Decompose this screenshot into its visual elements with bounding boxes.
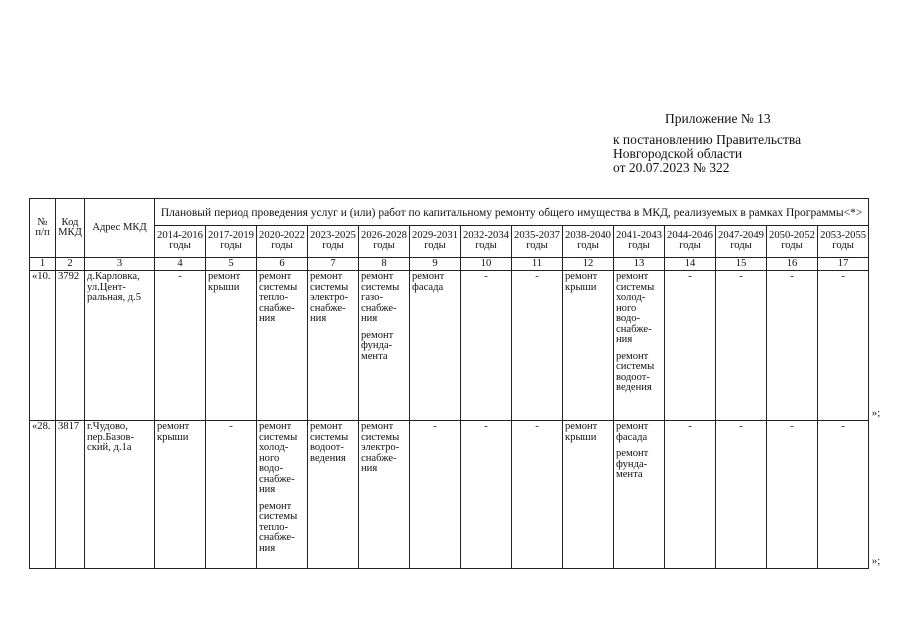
work-cell — [614, 421, 665, 569]
header-period-2: 2017-2019 годы — [206, 225, 257, 257]
work-cell — [665, 271, 716, 421]
header-period-title: Плановый период проведения услуг и (или) работ по капитальному ремонту общего имущества в МКД, реализуемых в рамках Программы<*> — [155, 199, 869, 226]
work-item: - — [688, 421, 692, 432]
header-period-7: 2032-2034 годы — [461, 225, 512, 257]
header-period-14: 2053-2055 годы — [818, 225, 869, 257]
column-number-7: 7 — [308, 258, 359, 271]
work-item: ремонт крыши — [565, 421, 598, 443]
appendix-title: Приложение № 13 — [665, 111, 771, 126]
work-cell — [308, 421, 359, 569]
work-item: ремонт системы газо-снабже-ния — [361, 271, 400, 324]
work-item: ремонт фунда-мента — [616, 448, 649, 480]
header-period-9: 2038-2040 годы — [563, 225, 614, 257]
work-cell — [206, 271, 257, 421]
work-item: ремонт крыши — [208, 271, 241, 293]
work-cell — [206, 421, 257, 569]
column-number-10: 10 — [461, 258, 512, 271]
work-item: - — [535, 271, 539, 282]
column-number-13: 13 — [614, 258, 665, 271]
appendix-block — [613, 112, 873, 175]
work-item: - — [841, 271, 845, 282]
column-number-14: 14 — [665, 258, 716, 271]
column-number-5: 5 — [206, 258, 257, 271]
work-cell — [818, 271, 869, 421]
work-cell — [563, 421, 614, 569]
work-cell — [155, 421, 206, 569]
work-cell — [461, 421, 512, 569]
column-number-4: 4 — [155, 258, 206, 271]
header-period-10: 2041-2043 годы — [614, 225, 665, 257]
work-cell — [257, 421, 308, 569]
header-period-13: 2050-2052 годы — [767, 225, 818, 257]
work-item: ремонт фунда-мента — [361, 329, 394, 362]
work-cell — [716, 271, 767, 421]
work-item: - — [229, 421, 233, 432]
appendix-line-1: к постановлению Правительства — [613, 132, 802, 147]
work-cell — [155, 271, 206, 421]
work-item: - — [841, 421, 845, 432]
work-cell — [512, 271, 563, 421]
row-address: г.Чудово, пер.Базов-ский, д.1а — [85, 421, 155, 569]
row-num: «10. — [30, 271, 56, 421]
period-header-row — [30, 225, 869, 257]
column-numbers-row — [30, 258, 869, 271]
work-cell — [308, 271, 359, 421]
work-cell — [512, 421, 563, 569]
work-cell — [614, 271, 665, 421]
row-code: 3792 — [56, 271, 85, 421]
work-cell — [257, 271, 308, 421]
work-item: ремонт системы электро-снабже-ния — [310, 271, 349, 324]
column-number-2: 2 — [56, 258, 85, 271]
work-item: ремонт фасада — [412, 271, 445, 293]
header-num: № п/п — [30, 199, 56, 258]
header-code: Код МКД — [56, 199, 85, 258]
work-item: ремонт системы тепло-снабже-ния — [259, 271, 298, 324]
header-period-4: 2023-2025 годы — [308, 225, 359, 257]
work-item: - — [688, 271, 692, 282]
header-period-5: 2026-2028 годы — [359, 225, 410, 257]
work-item: - — [739, 421, 743, 432]
appendix-line-3: от 20.07.2023 № 322 — [613, 160, 730, 175]
header-period-3: 2020-2022 годы — [257, 225, 308, 257]
work-item: - — [484, 271, 488, 282]
work-item: - — [484, 421, 488, 432]
work-cell — [359, 271, 410, 421]
work-item: ремонт системы водоот-ведения — [616, 350, 655, 393]
header-address: Адрес МКД — [85, 199, 155, 258]
appendix-line-2: Новгородской области — [613, 146, 743, 161]
repair-schedule-table — [29, 198, 869, 569]
header-period-8: 2035-2037 годы — [512, 225, 563, 257]
row-closing-mark: »; — [871, 554, 881, 567]
work-item: - — [739, 271, 743, 282]
header-period-12: 2047-2049 годы — [716, 225, 767, 257]
column-number-9: 9 — [410, 258, 461, 271]
work-item: ремонт системы холод-ного водо-снабже-ния — [259, 421, 298, 495]
row-code: 3817 — [56, 421, 85, 569]
work-item: ремонт системы электро-снабже-ния — [361, 421, 400, 474]
work-item: - — [790, 271, 794, 282]
work-cell — [563, 271, 614, 421]
work-item: - — [535, 421, 539, 432]
column-number-3: 3 — [85, 258, 155, 271]
row-closing-mark: »; — [871, 406, 881, 419]
column-number-8: 8 — [359, 258, 410, 271]
column-number-11: 11 — [512, 258, 563, 271]
table-row — [30, 271, 869, 421]
table-row — [30, 421, 869, 569]
column-number-12: 12 — [563, 258, 614, 271]
work-cell — [818, 421, 869, 569]
work-item: ремонт крыши — [565, 271, 598, 293]
header-period-6: 2029-2031 годы — [410, 225, 461, 257]
column-number-17: 17 — [818, 258, 869, 271]
work-item: - — [790, 421, 794, 432]
work-cell — [359, 421, 410, 569]
header-period-11: 2044-2046 годы — [665, 225, 716, 257]
work-item: ремонт системы холод-ного водо-снабже-ния — [616, 271, 655, 345]
row-num: «28. — [30, 421, 56, 569]
work-cell — [767, 271, 818, 421]
work-item: ремонт системы водоот-ведения — [310, 421, 349, 464]
work-cell — [767, 421, 818, 569]
work-cell — [716, 421, 767, 569]
work-item: - — [433, 421, 437, 432]
column-number-15: 15 — [716, 258, 767, 271]
work-item: ремонт системы тепло-снабже-ния — [259, 500, 298, 554]
work-cell — [410, 421, 461, 569]
work-cell — [461, 271, 512, 421]
work-item: - — [178, 271, 182, 282]
work-cell — [665, 421, 716, 569]
column-number-1: 1 — [30, 258, 56, 271]
work-item: ремонт фасада — [616, 421, 649, 443]
column-number-6: 6 — [257, 258, 308, 271]
row-address: д.Карловка, ул.Цент-ральная, д.5 — [85, 271, 155, 421]
work-cell — [410, 271, 461, 421]
column-number-16: 16 — [767, 258, 818, 271]
header-period-1: 2014-2016 годы — [155, 225, 206, 257]
work-item: ремонт крыши — [157, 421, 190, 443]
